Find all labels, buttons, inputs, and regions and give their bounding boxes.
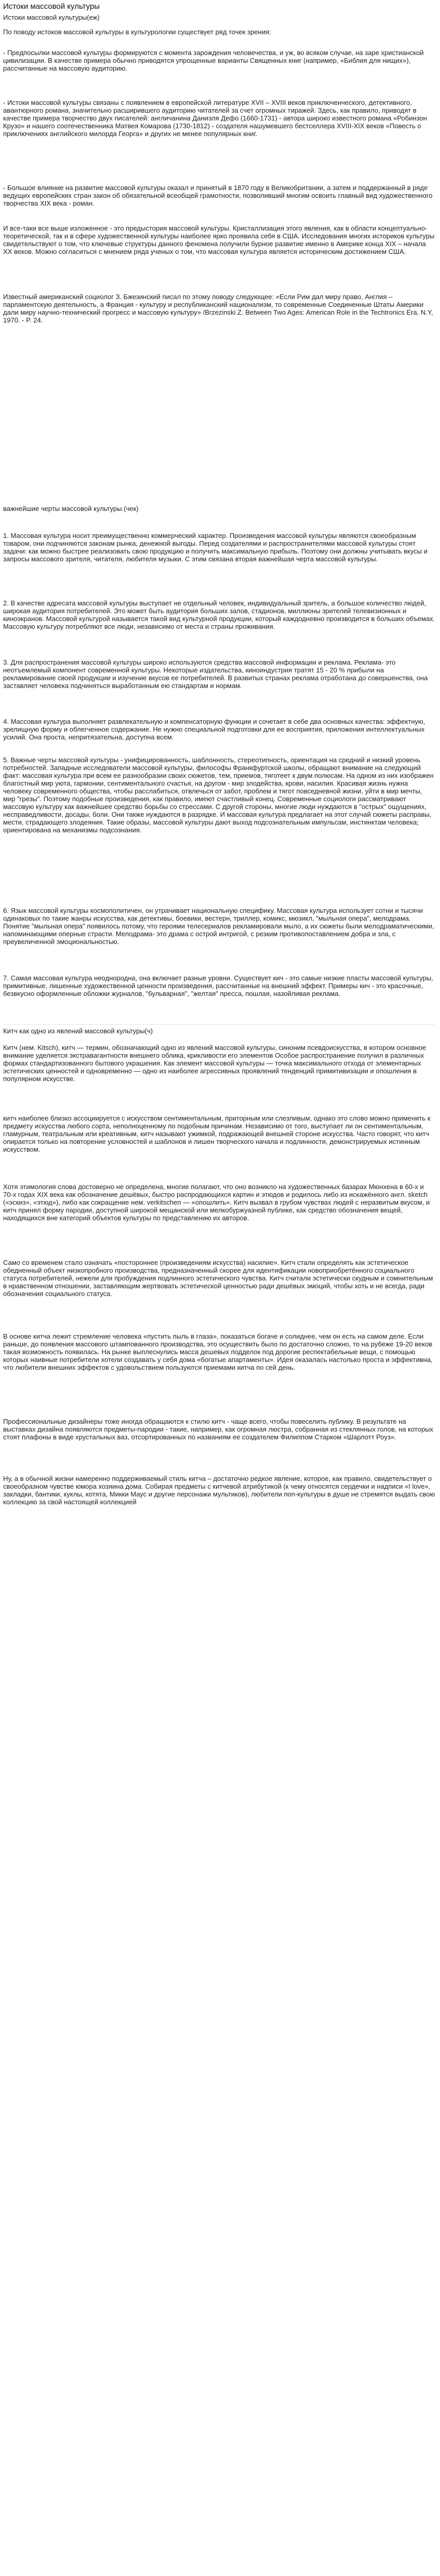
section-title: Китч как одно из явлений массовой культуры(ч) (3, 1027, 153, 1035)
list-item: 5. Важные черты массовой культуры - унифицированность, шаблонность, стереотипность, ориентация на средний и низкий уровень потребностей. Западные исследователи массовой культуры, философы Франкфуртской школы, обращают внимание на следующий факт: массовая культура при всем ее разнообразии своих сюжетов, тем, приемов, тяготеет к двум полюсам. На одном из них изображен благостный мир уюта, гармонии, сентиментального счастья, на другом - мир злодейства, крови, насилия. Красивая жизнь нужна человеку современного общества, чтобы расслабиться, отвлечься от забот, проблем и тягот повседневной жизни, уйти в мир мечты, мир "грезы". Поэтому подобные произведения, как правило, имеют счастливый конец. Современные социологи рассматривают массовую культуру как важнейшее средство борьбы со стрессами. С другой стороны, многие люди нуждаются в "острых" ощущениях, неспрaведливости, досады, боли. Они также нуждаются в разрядке. И массовая культура предлагает на этот случай сюжеты расправы, мести, страдающего злодеяния. Такие образы, массовой культуры дают выход подсознательным импульсам, инстинктам человека; ориентирована на механизмы подсознания. (3, 756, 434, 834)
paragraph: - Истоки массовой культуры связаны с появлением в европейской литературе XVII – XVIII веков приключенческого, детективного, авантюрного романа, значительно расширившего аудиторию читателей за счет огромных тиражей. Здесь, как правило, приводят в качестве примера творчество двух писателей: англичанина Даниэля Дефо (1660-1731) - автора широко известного романа «Робинзон Крузо» и нашего соотечественника Матвея Комарова (1730-1812) - создателя нашумевшего бестселлера XVIII-XIX веков «Повесть о приключениях английского милорда Георга» и других не менее популярных книг. (3, 99, 427, 138)
paragraph: китч наиболее близко ассоциируется с искусством сентиментальным, приторным или слезливым, однако это слово можно применить к предмету искусства любого сорта, неполноценному по подобным причинам. Независимо от того, выступает ли он сентиментальным, гламурным, театральным или креативным, китч называют ужимкой, подражающей внешней стороне искусства. Часто говорят, что китч опирается только на повторение условностей и шаблонов и лишен творческого начала и подлинности, демонстрируемых истинным искусством. (3, 1114, 431, 1153)
paragraph: Ну, а в обычной жизни намеренно поддерживаемый стиль китча – достаточно редкое явление, которое, как правило, свидетельствует о своеобразном чувстве юмора хозяина дома. Собирая предметы с китчевой атрибутикой (к чему относятся сердечки и надписи «I love», закладки, бантики, куклы, котята, Микки Маус и другие персонажи мультиков), любители поп-культуры в душе не стремятся выдать свою коллекцию за свой настоящей коллекцией (3, 1475, 435, 1506)
list-item: 2. В качестве адресата массовой культуры выступает не отдельный человек, индивидуальный зритель, а большое количество людей, широкая аудитория потребителей. Это может быть аудитория больших залов, стадионов, миллионы зрителей телевизионных и киноэкранов. Массовой культурой называется такой вид культурной продукции, который каждодневно производится в больших объемах. Массовую культуру потребляют все люди, независимо от места и страны проживания. (3, 599, 435, 630)
page-subtitle: Истоки массовой культуры(еж) (3, 14, 100, 21)
paragraph: Хотя этимология слова достоверно не определена, многие полагают, что оно возникло на художественных базарах Мюнхена в 60-х и 70-х годах XIX века как обозначение дешёвых, быстро распродающихся картин и этюдов и родилось либо из искажённого англ. sketch («эскиз», «этюд»), либо как сокращение нем. verkitschen — «опошлить». Китч вызвал в грубом чувствах людей с неразвитым вкусом, и китч принял форму пародии, доступной широкой мещанской или мелкобуржуазной публике, как средство обозначения вещей, находящихся вне категорий объектов культуры по представлению их авторов. (3, 1183, 430, 1222)
list-item: 4. Массовая культура выполняет развлекательную и компенсаторную функции и сочетает в себе два основных качества: эффектную, зрелищную форму и облегченное содержание. Не нужно специальной подготовки для ее восприятия, приложения интеллектуальных усилий. Она проста, непритязательна, доступна всем. (3, 718, 425, 741)
section-title: важнейшие черты массовой культуры.(чек) (3, 505, 139, 512)
paragraph: Само со временем стало означать «постороннее (произведениям искусства) насилие». Китч стали определять как эстетическое обедненный объект низкопробного производства, предназначенный скорее для идентификации новоприобретённого социального статуса потребителей, нежели для пробуждения подлинного эстетического чувства. Китч считали эстетически скудным и сомнительным в нравственном отношении, заставляющим жертвовать эстетической ценностью ради дешёвых эмоций, чтобы хоть и не всегда, ради обозначения социального статуса. (3, 1259, 433, 1298)
paragraph: - Предпосылки массовой культуры формируются с момента зарождения человечества, и уж, во всяком случае, на заре христианской цивилизации. В качестве примера обычно приводятся упрощенные варианты Священных книг (например, «Библия для нищих»), рассчитанные на массовую аудиторию. (3, 49, 424, 72)
list-item: 6. Язык массовой культуры космополитичен, он утрачивает национальную специфику. Массовая культура использует сотни и тысячи одинаковых по такие жанры искусства, как детективы, боевики, вестерн, триллер, комикс, мюзикл, "мыльная опера", мелодрама. Понятие "мыльная опера" появилось потому, что героями телесериалов рекламировали мыло, а их сюжеты были мелодраматическими, напоминающими оперные страсти. Мелодрама- это драма с острой интригой, с резким противопоставлением добра и зла, с преувеличенной эмоциональностью. (3, 907, 434, 946)
paragraph: Известный американский социолог З. Бжезинский писал по этому поводу следующее: «Если Рим дал миру право, Англия – парламентскую деятельность, а Франция - культуру и республиканский национализм, то современные Соединенные Штаты Америки дали миру научно-технический прогресс и массовую культуру» /Brzezinski Z. Between Two Ages: American Role in the Techtronics Era. N.Y, 1970. - P. 24. (3, 293, 433, 324)
paragraph: - Большое влияние на развитие массовой культуры оказал и принятый в 1870 году в Великобритании, а затем и поддержанный в ряде ведущих европейских стран закон об обязательной всеобщей грамотности, позволивший многим освоить главный вид художественного творчества XIX века - роман. (3, 184, 433, 207)
list-item: 3. Для распространения массовой культуры широко используются средства массовой информации и реклама. Реклама- это неотъемлемый компонент современной культуры. Некоторые издательства, киноиндустрия тратят 15 - 20 % прибыли на рекламирование своей продукции и изучение вкусов ее потребителей. В развитых странах реклама отработана до совершенства, она заставляет человека подчиняться выработанным ею стандартам и нормам. (3, 658, 428, 690)
paragraph: В основе китча лежит стремление человека «пустить пыль в глаза», показаться богаче и солиднее, чем он есть на самом деле. Если раньше, до появления массового штампованного производства, это осуществить было по достаточно сложно, то на рубеже 19-20 веков такая возможность появилась. На рынке выплеснулись масса дешевых подделок под дорогие респектабельные вещи, с помощью которых наивные потребители хотели создавать у себя дома «богатые апартаменты». Идея оказалась настолько проста и эффективна, что любители внешних эффектов с удовольствием пользуются приемами китча по сей день. (3, 1332, 433, 1371)
paragraph: И все-таки все выше изложенное - это предыстория массовой культуры. Кристаллизация этого явления, как в области концептуально-теоретической, так и в сфере художественной культуры наиболее ярко проявила себя в США. Исследования многих историков культуры свидетельствуют о том, что ключевые структуры данного феномена получили бурное развитие именно в Америке конца XIX – начала XX веков. Можно согласиться с мнением ряда ученых о том, что массовая культура является историческим достижением США. (3, 224, 435, 255)
list-item: 1. Массовая культура носит преимущественно коммерческий характер. Произведения массовой культуры являются своеобразным товаром, они подчиняются законам рынка, денежной выгоды. Перед создателями и распространителями массовой культуры стоят задачи: как можно быстрее реализовать свою продукцию и получить максимальную прибыль. Поэтому они должны учитывать вкусы и запросы массового зрителя, читателя, любителя музыки. С этим связана вторая важнейшая черта массовой культуры. (3, 532, 428, 563)
paragraph: Профессиональные дизайнеры тоже иногда обращаются к стилю китч - чаще всего, чтобы повеселить публику. В результате на выставках дизайна появляются предметы-пародии - такие, например, как огромная люстра, собранная из стеклянных голов, на которых стоят плафоны в виде хрустальных ваз, отсортированных по названиям ее создателем Филиппом Старком «Шарлотт Роуз». (3, 1418, 434, 1441)
page-title: Истоки массовой культуры (3, 2, 100, 11)
paragraph: По поводу истоков массовой культуры в культурологии существует ряд точек зрения: (3, 28, 271, 36)
list-item: 7. Самая массовая культура неоднородна, она включает разные уровни. Существует кич - это самые низкие пласты массовой культуры, примитивные, лишенные художественной ценности произведения, рассчитанные на внешний эффект. Примеры кич - это красочные, безвкусно оформленные обложки журналов, "бульварная", "желтая" пресса, пошлая, назойливая реклама. (3, 974, 433, 997)
paragraph: Китч (нем. Kitsch), китч — термин, обозначающий одно из явлений массовой культуры, синоним псевдоискусства, в котором основное внимание уделяется экстравагантности внешнего облика, крикливости его элементов Особое распространение получил в различных формах стандартизованного бытового украшения. Как элемент массовой культуры — точка максимального отхода от элементарных эстетических ценностей и одновременно — одно из наиболее агрессивных проявлений тенденций примитивизации и опошления в популярном искусстве. (3, 1044, 426, 1083)
